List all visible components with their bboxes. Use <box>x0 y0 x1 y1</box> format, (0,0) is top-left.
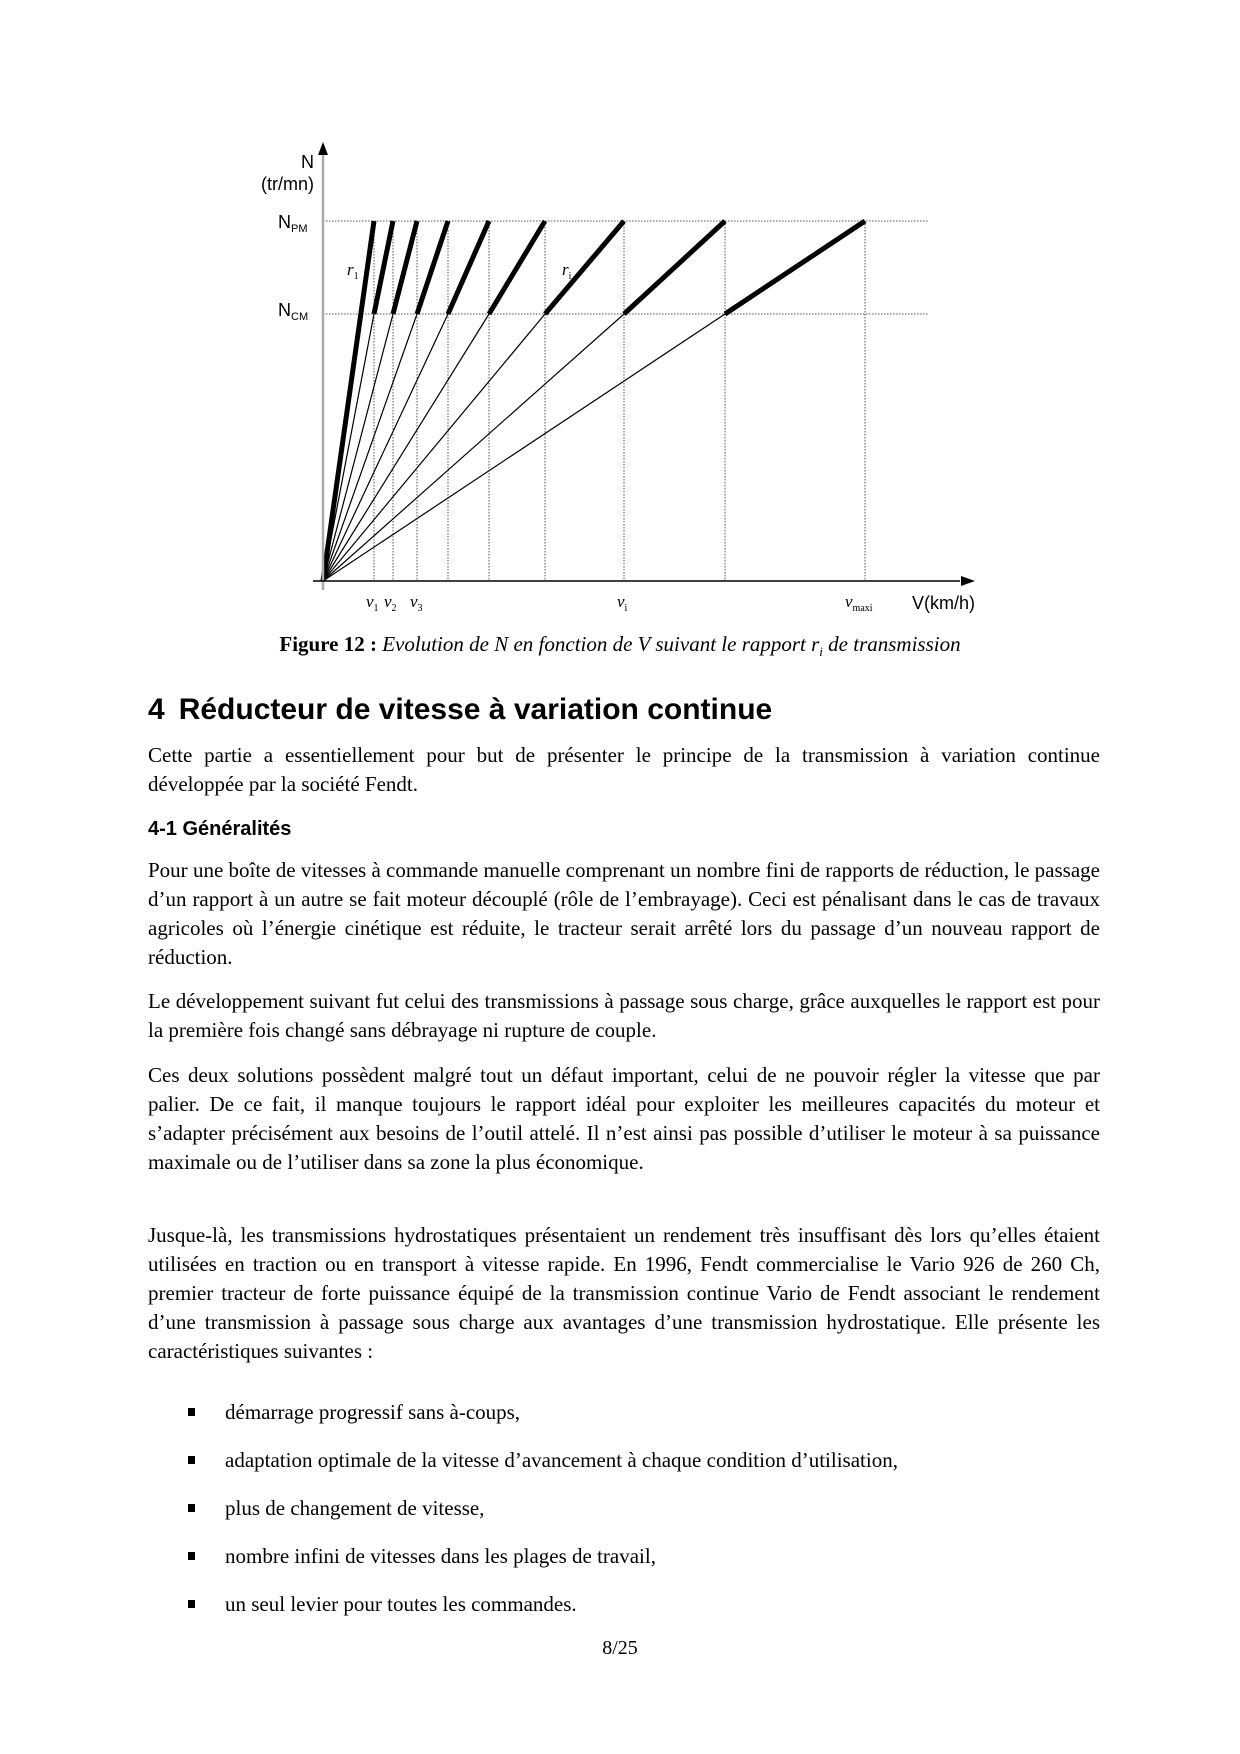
x-axis-label: V(km/h) <box>912 593 975 613</box>
tick-vmaxi: $v_{maxi}$ <box>845 592 873 614</box>
thin-rays <box>323 314 725 581</box>
tick-npm: $N_{PM}$ <box>278 212 308 235</box>
square-bullet-icon <box>188 1504 195 1512</box>
paragraph-2: Le développement suivant fut celui des transmissions à passage sous charge, grâce auxquelles le rapport est pour la première fois changé sans débrayage ni rupture de couple. <box>148 989 1100 1042</box>
x-axis-arrow-icon <box>961 576 975 586</box>
caption-text: Evolution de N en fonction de V suivant le rapport $r_i$ de transmission <box>376 632 961 660</box>
list-item: nombre infini de vitesses dans les plages de travail, <box>148 1542 898 1590</box>
square-bullet-icon <box>188 1600 195 1608</box>
tick-v3: $v_3$ <box>410 592 423 614</box>
figure-12-chart <box>0 0 1240 640</box>
caption-label: Figure 12 : <box>279 632 377 656</box>
paragraph-4: Jusque-là, les transmissions hydrostatiques présentaient un rendement très insuffisant dès lors qu’elles étaient utilisées en traction ou en transport à vitesse rapide. En 1996, Fendt commercialise le Vario 926 de 260 Ch, premier tracteur de forte puissance équipé de la transmission continue Vario de Fendt associant le rendement d’une transmission à passage sous charge aux avantages d’une transmission hydrostatique. Elle présente les caractéristiques suivantes : <box>148 1223 1100 1363</box>
square-bullet-icon <box>188 1408 195 1416</box>
list-item: adaptation optimale de la vitesse d’avancement à chaque condition d’utilisation, <box>148 1446 898 1494</box>
section-title: Réducteur de vitesse à variation continue <box>178 693 773 726</box>
y-axis-unit: (tr/mn) <box>261 174 314 194</box>
y-axis-arrow-icon <box>318 142 328 155</box>
subsection-heading: 4-1 Généralités <box>148 818 292 840</box>
section-number: 4 <box>148 693 165 726</box>
paragraph-3: Ces deux solutions possèdent malgré tout un défaut important, celui de ne pouvoir régler la vitesse que par palier. De ce fait, il manque toujours le rapport idéal pour exploiter les meilleures capacités du moteur et s’adapter précisément aux besoins de l’outil attelé. Il n’est ainsi pas possible d’utiliser le moteur à sa puissance maximale ou de l’utiliser dans sa zone la plus économique. <box>148 1063 1100 1174</box>
figure-caption <box>0 632 1240 660</box>
tick-vi: $v_i$ <box>617 592 628 614</box>
reference-lines <box>323 221 929 581</box>
square-bullet-icon <box>188 1552 195 1560</box>
tick-v1: $v_1$ <box>366 592 379 614</box>
y-axis-label: N <box>301 152 314 172</box>
page-number: 8/25 <box>602 1637 638 1659</box>
list-item: un seul levier pour toutes les commandes. <box>148 1590 898 1638</box>
paragraph-1: Pour une boîte de vitesses à commande manuelle comprenant un nombre fini de rapports de réduction, le passage d’un rapport à un autre se fait moteur découplé (rôle de l’embrayage). Ceci est pénalisant dans le cas de travaux agricoles où l’énergie cinétique est réduite, le tracteur serait arrêté lors du passage d’un nouveau rapport de réduction. <box>148 858 1100 969</box>
square-bullet-icon <box>188 1456 195 1464</box>
label-r1: $r_1$ <box>347 260 359 282</box>
list-item: plus de changement de vitesse, <box>148 1494 898 1542</box>
tick-ncm: $N_{CM}$ <box>278 300 309 323</box>
tick-v2: $v_2$ <box>384 592 397 614</box>
section-heading <box>148 693 772 727</box>
label-ri: $r_i$ <box>562 260 572 282</box>
section-intro: Cette partie a essentiellement pour but de présenter le principe de la transmission à variation continue développée par la société Fendt. <box>148 743 1100 796</box>
feature-list <box>148 1398 898 1638</box>
list-item: démarrage progressif sans à-coups, <box>148 1398 898 1446</box>
